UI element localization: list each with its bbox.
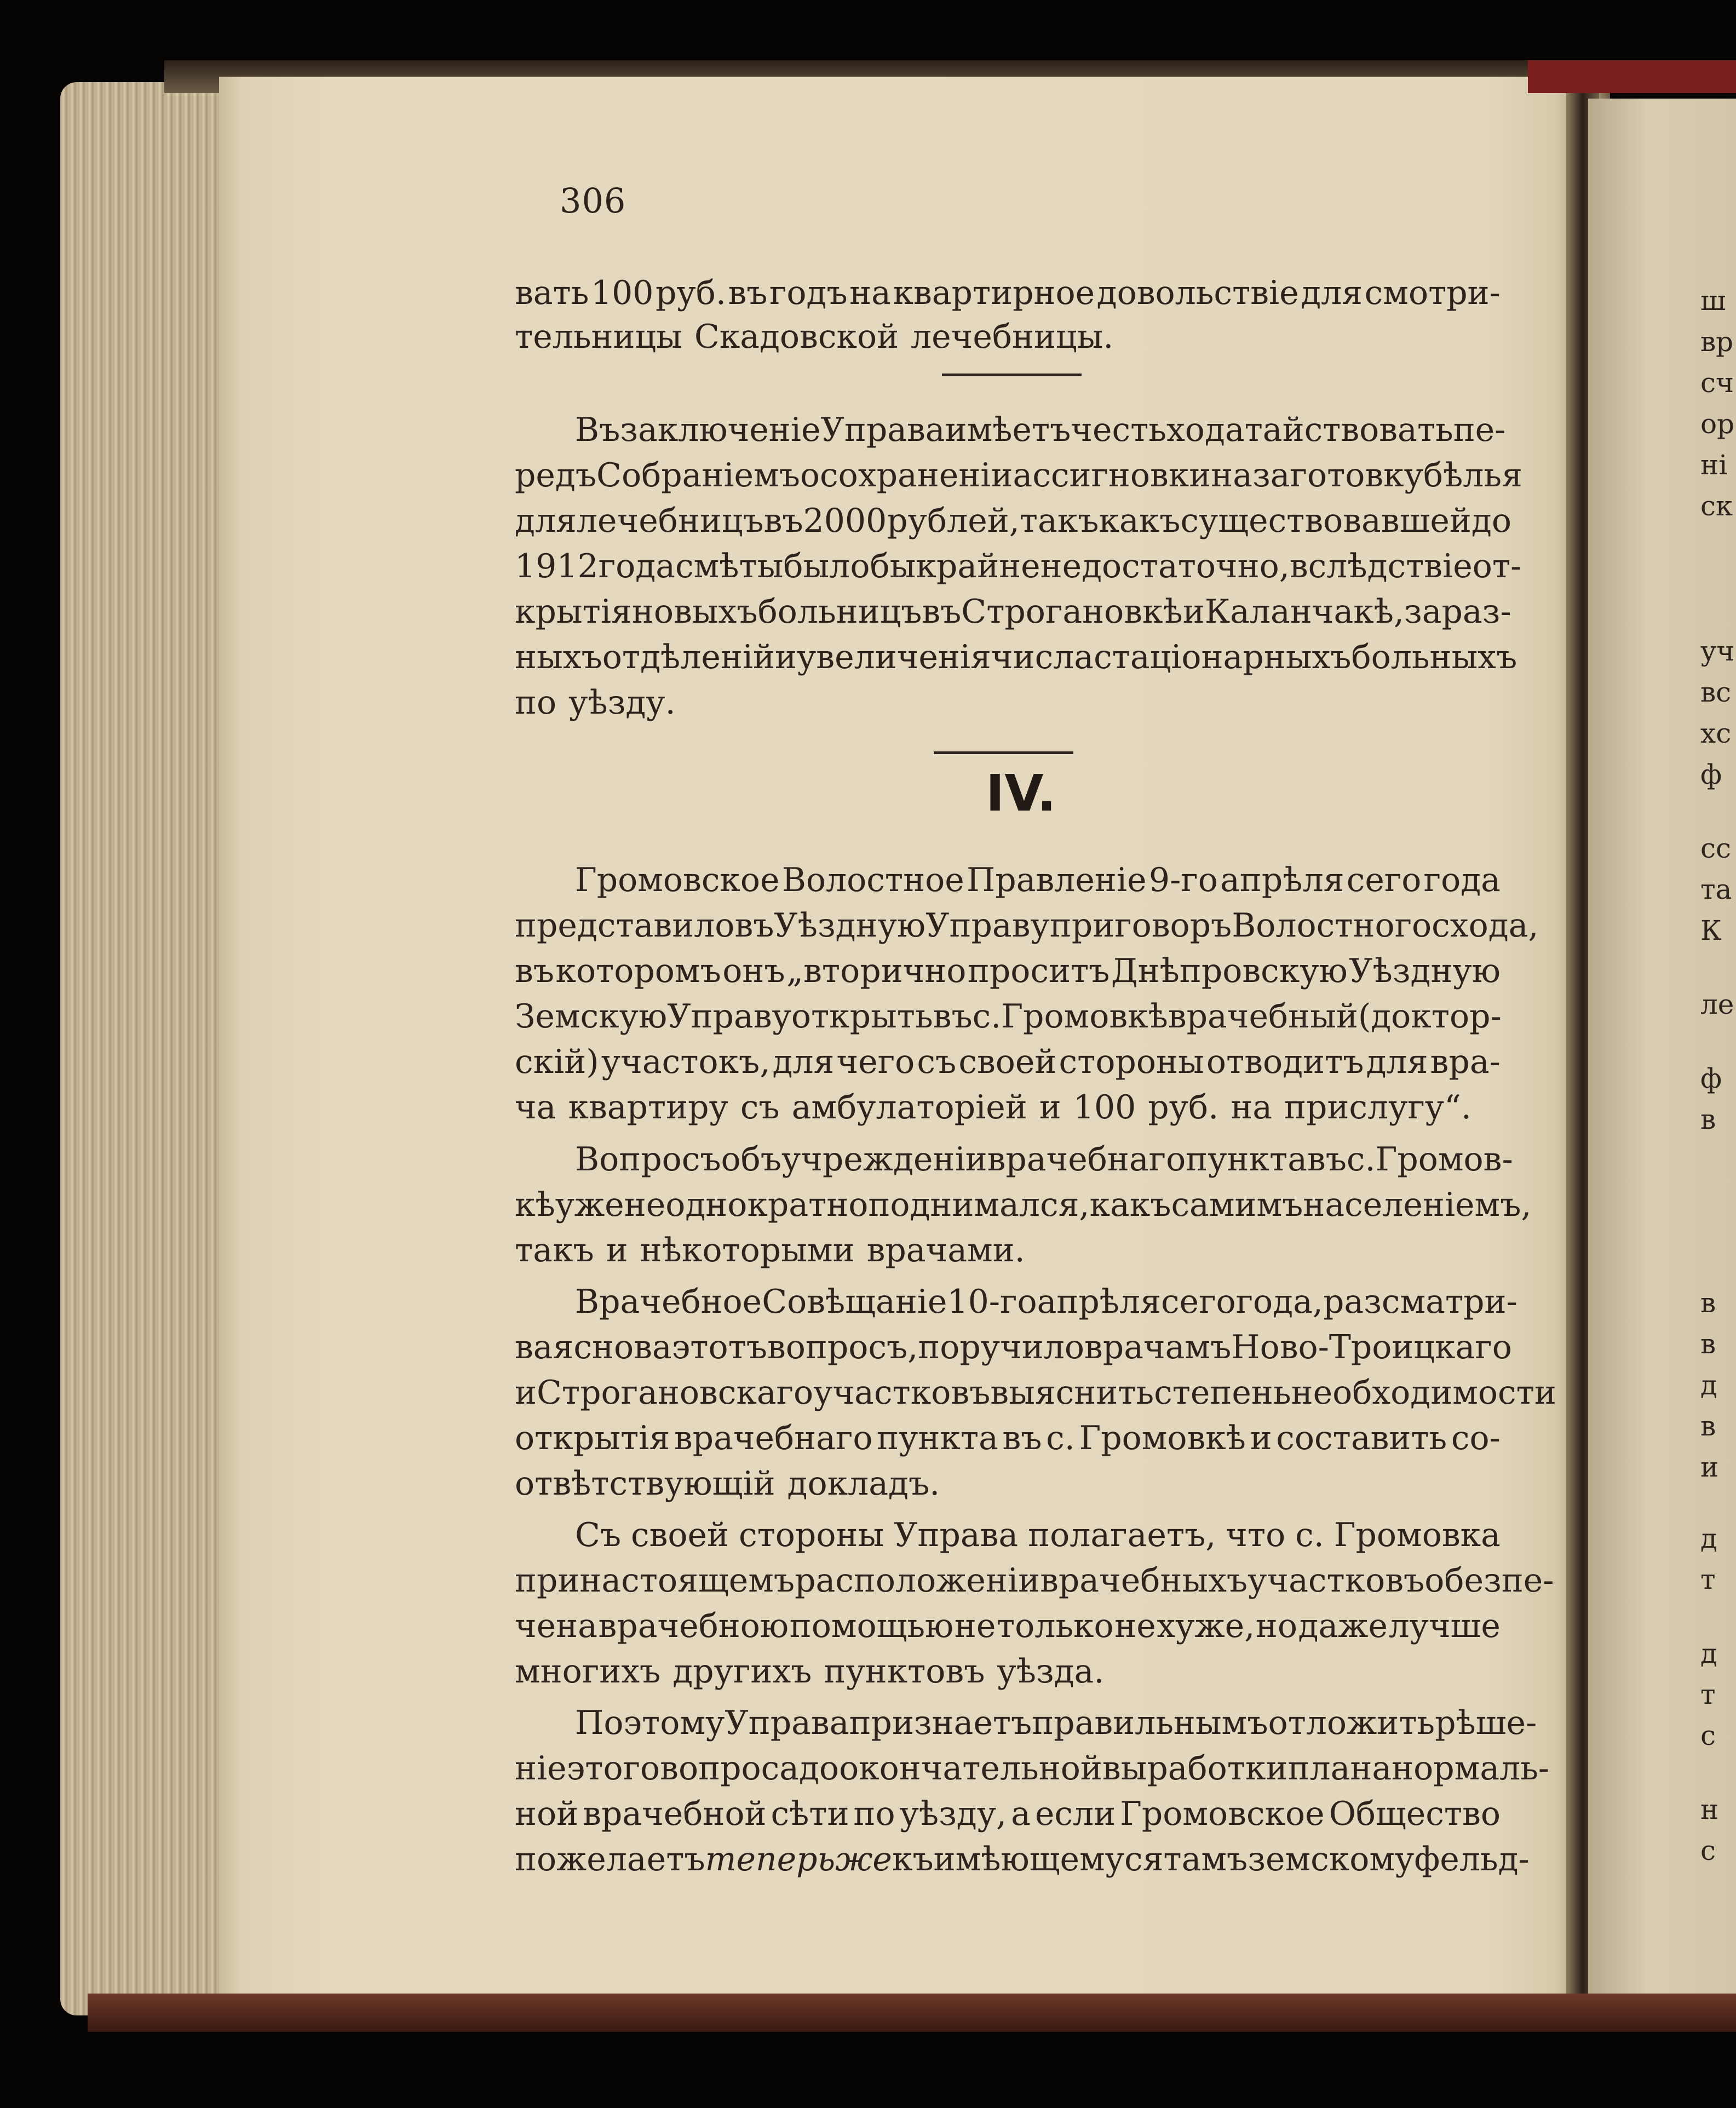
facing-fragment: н <box>1700 1794 1719 1825</box>
text-line: 1912 года смѣты было бы крайне недостаточно, вслѣдствіе от- <box>515 547 1522 585</box>
text-line: ніе этого вопроса до окончательной выработки плана нормаль- <box>515 1749 1550 1788</box>
facing-fragment: ш <box>1700 285 1726 317</box>
text-line: отвѣтствующій докладъ. <box>515 1464 940 1503</box>
text-line: Врачебное Совѣщаніе 10-го апрѣля сего года, разсматри- <box>575 1283 1517 1321</box>
text-line: чена врачебною помощью не только не хуже, но даже лучше <box>515 1607 1501 1645</box>
facing-fragment: д <box>1700 1369 1717 1401</box>
text-line: Въ заключеніе Управа имѣетъ честь ходатайствовать пе- <box>575 411 1506 449</box>
facing-fragment: ні <box>1700 449 1728 481</box>
text-line: Поэтому Управа признаетъ правильнымъ отложить рѣше- <box>575 1704 1537 1742</box>
facing-fragment: ор <box>1700 408 1735 440</box>
text-line: пожелаетъ теперь же къ имѣющемуся тамъ земскому фельд- <box>515 1840 1530 1879</box>
text-line: скій) участокъ, для чего съ своей стороны отводитъ для вра- <box>515 1043 1501 1081</box>
facing-fragment: вс <box>1700 676 1732 708</box>
facing-fragment: т <box>1700 1564 1716 1595</box>
text-line: для лечебницъ въ 2000 рублей, такъ какъ существовавшей до <box>515 502 1511 540</box>
text-line: Земскую Управу открыть въ с. Громовкѣ врачебный (доктор- <box>515 997 1502 1036</box>
facing-fragment: сс <box>1700 832 1732 864</box>
text-line: Громовское Волостное Правленіе 9-го апрѣля сего года <box>575 861 1501 899</box>
cover-bottom-edge <box>88 1994 1736 2032</box>
facing-fragment: в <box>1700 1328 1716 1360</box>
divider-2 <box>934 751 1073 754</box>
facing-fragment: К <box>1700 915 1722 946</box>
text-line: многихъ другихъ пунктовъ уѣзда. <box>515 1652 1105 1691</box>
text-line: Вопросъ объ учрежденіи врачебнаго пункта въ с. Громов- <box>575 1140 1513 1179</box>
facing-fragment: т <box>1700 1679 1716 1710</box>
section-heading: IV. <box>986 764 1056 823</box>
text-line: ча квартиру съ амбулаторіей и 100 руб. на прислугу“. <box>515 1088 1471 1127</box>
facing-fragment: в <box>1700 1410 1716 1442</box>
facing-fragment: в <box>1700 1104 1716 1135</box>
page-number: 306 <box>560 181 626 221</box>
text-line: кѣ уже неоднократно поднимался, какъ самимъ населеніемъ, <box>515 1186 1532 1224</box>
text-line: при настоящемъ расположеніи врачебныхъ участковъ обезпе- <box>515 1561 1554 1600</box>
facing-fragment: вр <box>1700 326 1734 358</box>
text-line: по уѣзду. <box>515 683 676 722</box>
facing-fragment: д <box>1700 1523 1717 1554</box>
facing-fragment: ле <box>1700 989 1734 1020</box>
text-line: вая снова этотъ вопросъ, поручило врачамъ Ново-Троицкаго <box>515 1328 1512 1366</box>
text-line: крытія новыхъ больницъ въ Строгановкѣ и Каланчакѣ, зараз- <box>515 593 1511 631</box>
text-line: тельницы Скадовской лечебницы. <box>515 318 1114 356</box>
text-line: ныхъ отдѣленій и увеличенія числа стаціонарныхъ больныхъ <box>515 638 1517 676</box>
cover-edge <box>1528 60 1736 93</box>
facing-fragment: хс <box>1700 717 1732 749</box>
facing-fragment: с <box>1700 1720 1716 1751</box>
facing-fragment: с <box>1700 1835 1716 1866</box>
page-edges <box>60 82 246 2015</box>
facing-fragment: в <box>1700 1287 1716 1319</box>
facing-fragment: д <box>1700 1638 1717 1669</box>
text-line: ной врачебной сѣти по уѣзду, а если Громовское Общество <box>515 1795 1501 1833</box>
text-line: Съ своей стороны Управа полагаетъ, что с. Громовка <box>575 1516 1501 1554</box>
facing-fragment: та <box>1700 874 1732 905</box>
text-line: представило въ Уѣздную Управу приговоръ Волостного схода, <box>515 906 1539 945</box>
text-line: въ которомъ онъ „вторично проситъ Днѣпровскую Уѣздную <box>515 952 1501 990</box>
text-line: вать 100 руб. въ годъ на квартирное довольствіе для смотри- <box>515 274 1501 312</box>
facing-fragment: и <box>1700 1451 1719 1483</box>
facing-fragment: ф <box>1700 759 1722 790</box>
facing-fragment: уч <box>1700 635 1735 667</box>
facing-fragment: ф <box>1700 1062 1722 1094</box>
facing-fragment: сч <box>1700 367 1734 399</box>
text-line: и Строгановскаго участковъ выяснить степень необходимости <box>515 1374 1556 1412</box>
divider-1 <box>942 374 1082 376</box>
text-line: такъ и нѣкоторыми врачами. <box>515 1231 1025 1270</box>
text-line: редъ Собраніемъ о сохраненіи ассигновки на заготовку бѣлья <box>515 456 1522 495</box>
text-line: открытія врачебнаго пункта въ с. Громовкѣ и составить со- <box>515 1419 1501 1457</box>
facing-fragment: ск <box>1700 490 1733 522</box>
